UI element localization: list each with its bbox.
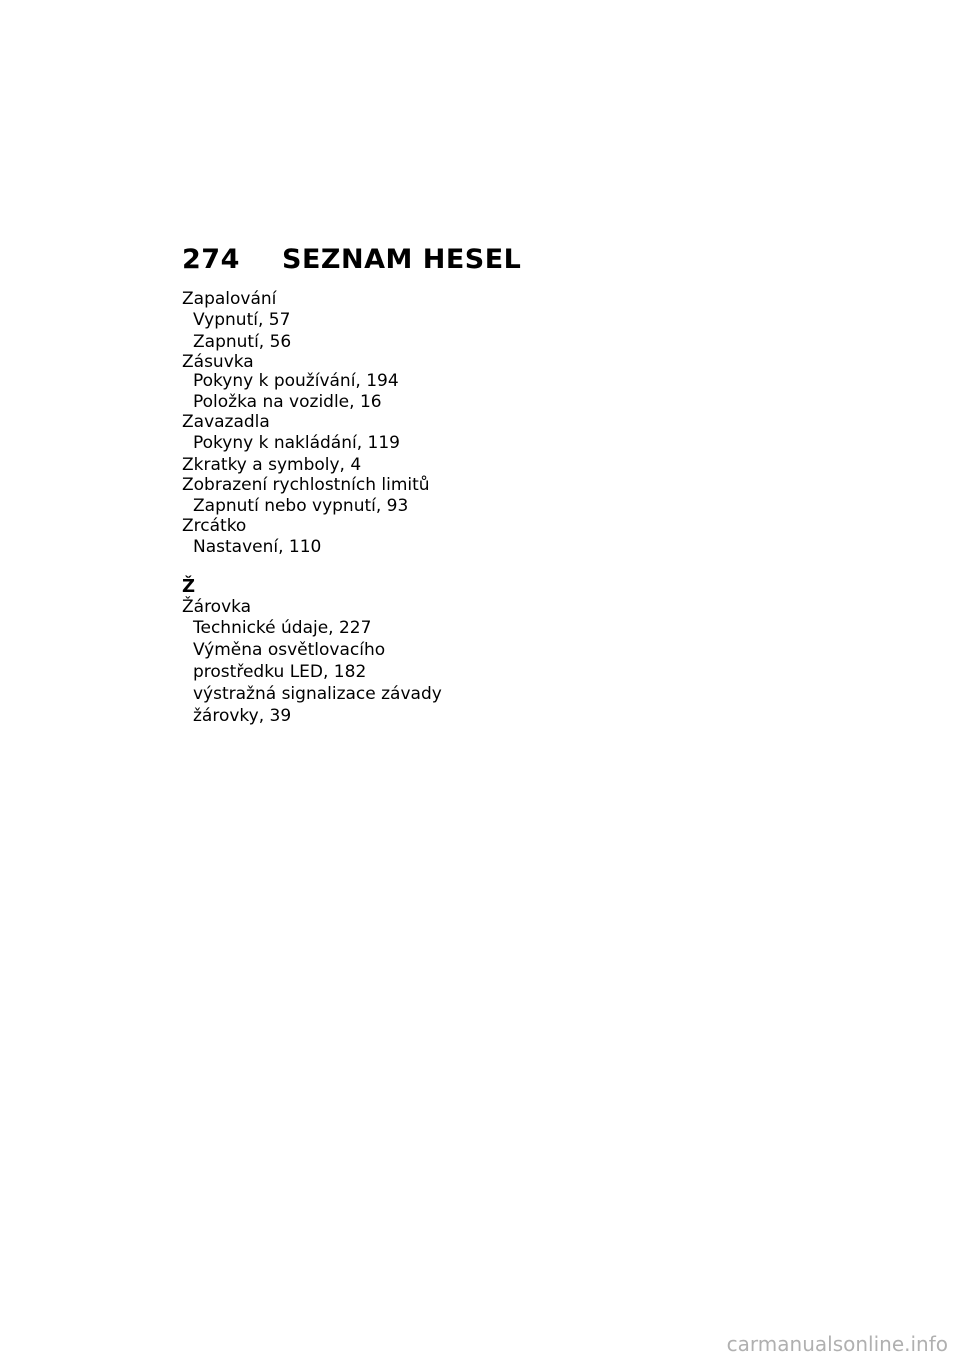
index-subentry: Zapnutí, 56 [193,332,292,352]
index-subentry: Zapnutí nebo vypnutí, 93 [193,496,409,516]
page-number: 274 [182,244,240,275]
index-subentry: Technické údaje, 227 [193,618,372,638]
index-subentry: prostředku LED, 182 [193,662,367,682]
index-subentry: žárovky, 39 [193,706,292,726]
watermark: carmanualsonline.info [726,1332,948,1356]
index-subentry: Vypnutí, 57 [193,310,291,330]
index-letter-heading: Ž [182,576,196,597]
index-subentry: Nastavení, 110 [193,537,322,557]
index-entry-zavazadla: Zavazadla [182,412,270,432]
page-header [182,242,521,278]
index-subentry: Výměna osvětlovacího [193,640,386,660]
index-subentry: výstražná signalizace závady [193,684,442,704]
index-entry-zasuvka: Zásuvka [182,352,254,372]
index-entry-zrcatko: Zrcátko [182,516,247,536]
index-entry-zapalovani: Zapalování [182,289,277,309]
index-entry-zarovka: Žárovka [182,597,252,617]
index-subentry: Pokyny k nakládání, 119 [193,433,400,453]
page-title: SEZNAM HESEL [282,244,522,275]
index-entry-zobrazeni: Zobrazení rychlostních limitů [182,475,430,495]
index-entry-zkratky: Zkratky a symboly, 4 [182,455,362,475]
index-subentry: Položka na vozidle, 16 [193,392,382,412]
index-list [182,290,582,727]
index-subentry: Pokyny k používání, 194 [193,371,399,391]
